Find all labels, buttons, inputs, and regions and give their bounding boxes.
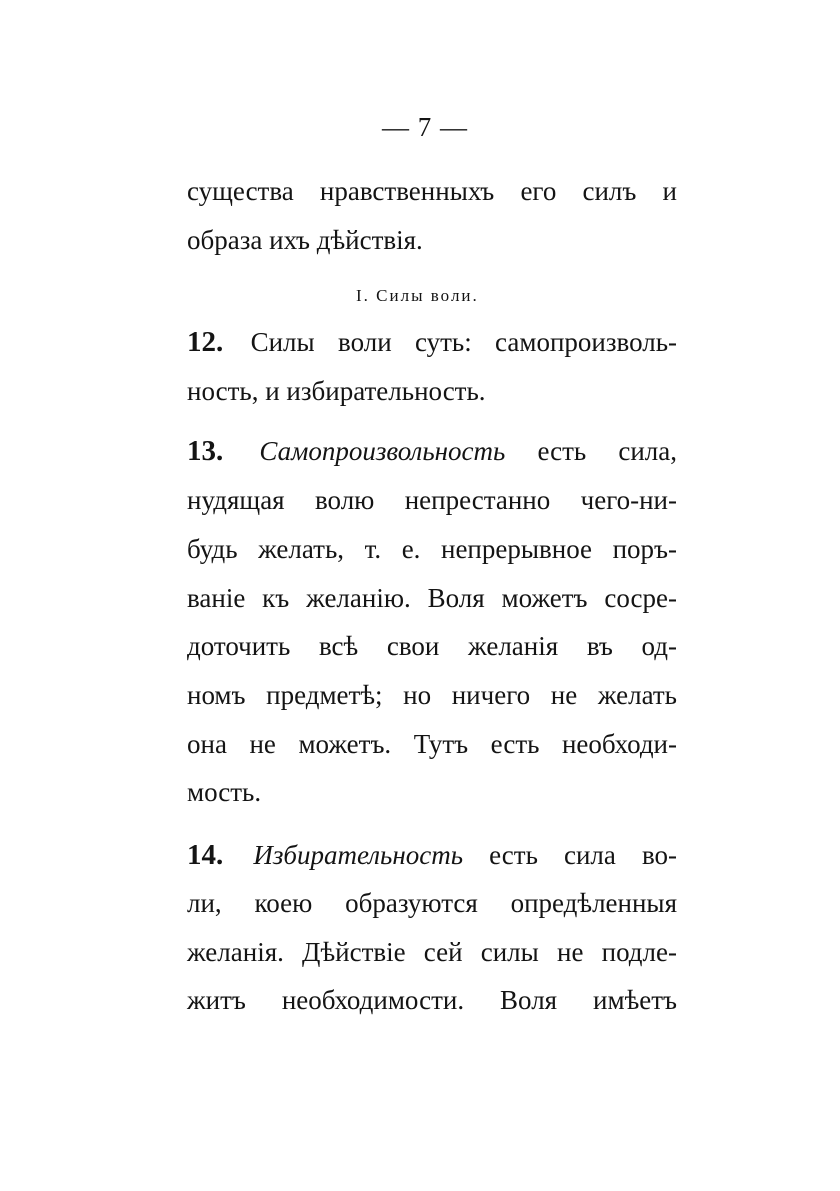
paragraph-14-line	[187, 840, 677, 870]
text-line: ваніе къ желанію. Воля можетъ сосре-	[187, 583, 677, 613]
paragraph-12-line	[187, 327, 677, 357]
text-line: ли, коею образуются опредѣленныя	[187, 888, 677, 918]
paragraph-number: 12.	[187, 326, 224, 358]
text-line: доточить всѣ свои желанія въ од-	[187, 631, 677, 661]
page-number: — 7 —	[382, 112, 468, 142]
section-heading: I. Силы воли.	[356, 286, 479, 305]
italic-term: Самопроизвольность	[259, 436, 506, 466]
text-line: нудящая волю непрестанно чего-ни-	[187, 485, 677, 515]
text-line: житъ необходимости. Воля имѣетъ	[187, 985, 677, 1015]
italic-term: Избирательность	[253, 840, 464, 870]
paragraph-number: 13.	[187, 435, 224, 467]
text-line: мость.	[187, 777, 262, 807]
paragraph-13-line	[187, 436, 677, 466]
text-line: будь желать, т. е. непрерывное поръ-	[187, 534, 677, 564]
paragraph-number: 14.	[187, 839, 224, 871]
text-line: образа ихъ дѣйствія.	[187, 225, 423, 255]
text-line: номъ предметѣ; но ничего не желать	[187, 680, 677, 710]
text-span: есть сила,	[537, 436, 677, 466]
text-line: она не можетъ. Тутъ есть необходи-	[187, 729, 677, 759]
text-span: Силы воли суть: самопроизволь-	[250, 327, 677, 357]
text-line: существа нравственныхъ его силъ и	[187, 176, 677, 206]
text-span: есть сила во-	[489, 840, 678, 870]
text-line: желанія. Дѣйствіе сей силы не подле-	[187, 937, 677, 967]
text-line: ность, и избирательность.	[187, 376, 486, 406]
